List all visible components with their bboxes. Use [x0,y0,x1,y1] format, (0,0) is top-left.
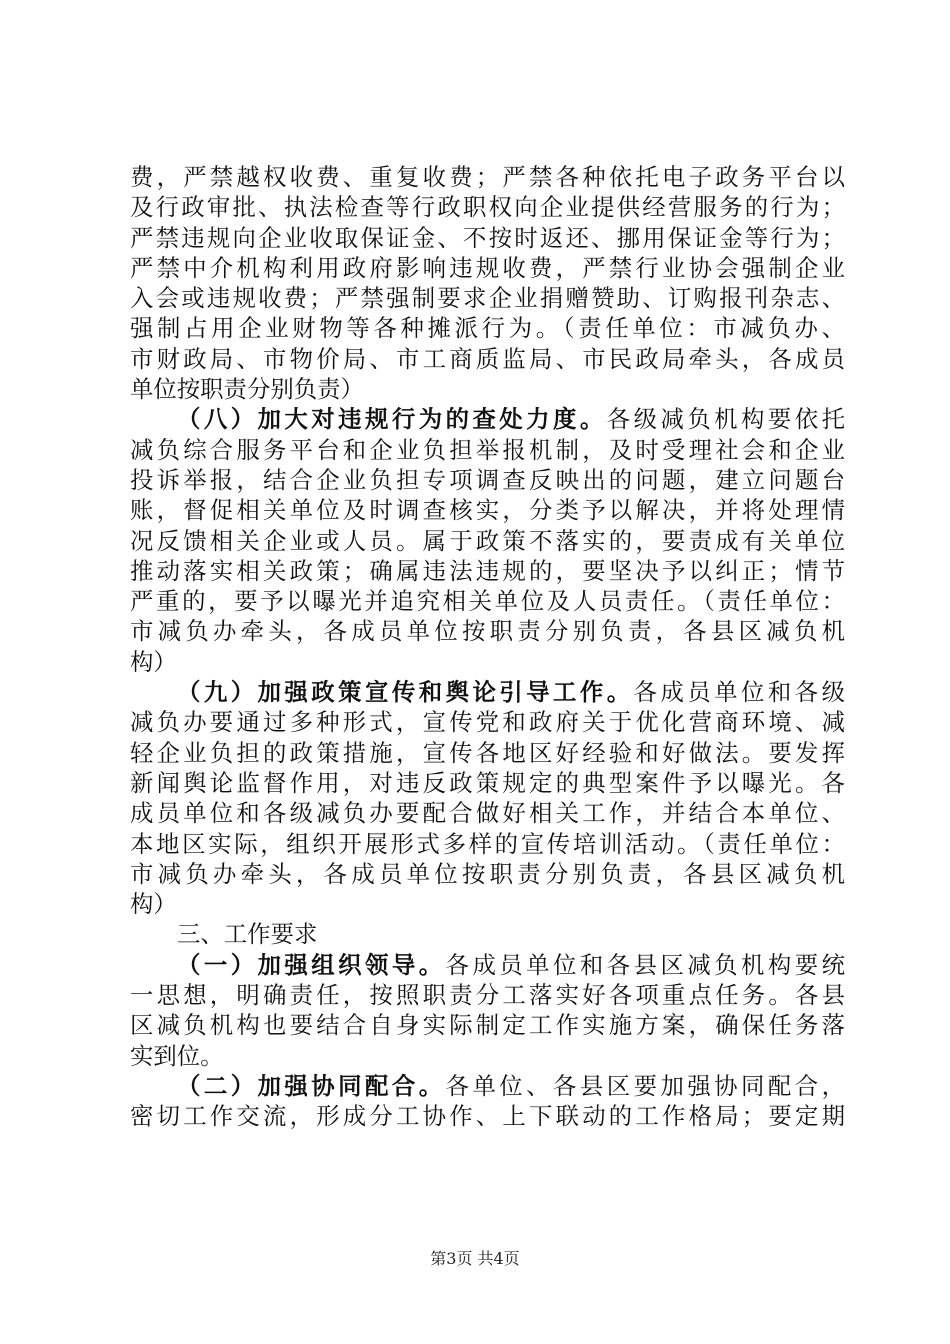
text-line: 单位按职责分别负责） [130,375,364,404]
text-line: 区减负机构也要结合自身实际制定工作实施方案，确保任务落 [130,1011,845,1040]
text-line: 严禁违规向企业收取保证金、不按时返还、挪用保证金等行为； [130,223,845,252]
text-line: 新闻舆论监督作用，对违反政策规定的典型案件予以曝光。各 [130,768,845,797]
text-line: 市减负办牵头，各成员单位按职责分别负责，各县区减负机 [130,859,845,888]
item-heading: （二）加强协同配合。 [177,1071,446,1100]
text-line: 减负办要通过多种形式，宣传党和政府关于优化营商环境、减 [130,708,845,737]
text-line: 构） [130,647,177,676]
paragraph-continuation [130,162,845,404]
paragraph-item-1 [130,950,845,1071]
page-footer [0,1246,950,1269]
paragraph-item-2 [130,1071,845,1132]
text-line: 实到位。 [130,1041,224,1070]
paragraph-first-line [130,1071,845,1101]
text-line: 减负综合服务平台和企业负担举报机制，及时受理社会和企业 [130,435,845,464]
text-line: 本地区实际，组织开展形式多样的宣传培训活动。（责任单位： [130,829,845,858]
text-line: 市减负办牵头，各成员单位按职责分别负责，各县区减负机 [130,617,845,646]
text-line: 轻企业负担的政策措施，宣传各地区好经验和好做法。要发挥 [130,738,845,767]
paragraph-first-line [130,677,845,707]
item-heading: （八）加大对违规行为的查处力度。 [177,405,607,434]
text-line: 费，严禁越权收费、重复收费；严禁各种依托电子政务平台以 [130,163,845,191]
section-heading [130,919,845,949]
section-title: 三、工作要求 [177,920,318,949]
paragraph-item-8 [130,404,845,677]
text-line: 市财政局、市物价局、市工商质监局、市民政局牵头，各成员 [130,344,845,373]
text-line: 构） [130,890,177,919]
page-number-label: 第3页 共4页 [430,1249,520,1268]
text-line: 及行政审批、执法检查等行政职权向企业提供经营服务的行为； [130,193,845,222]
text-run: 各级减负机构要依托 [606,405,846,434]
text-line: 账，督促相关单位及时调查核实，分类予以解决，并将处理情 [130,496,845,525]
text-line: 严重的，要予以曝光并追究相关单位及人员责任。（责任单位： [130,587,845,616]
document-body [130,162,845,1132]
text-line: 严禁中介机构利用政府影响违规收费，严禁行业协会强制企业 [130,253,845,282]
text-line: 强制占用企业财物等各种摊派行为。（责任单位：市减负办、 [130,314,845,343]
text-line: 入会或违规收费；严禁强制要求企业捐赠赞助、订购报刊杂志、 [130,284,845,313]
text-line: 密切工作交流，形成分工协作、上下联动的工作格局；要定期 [130,1102,845,1131]
item-heading: （一）加强组织领导。 [177,950,446,979]
text-run: 各单位、各县区要加强协同配合， [445,1071,846,1100]
item-heading: （九）加强政策宣传和舆论引导工作。 [177,678,634,707]
paragraph-first-line [130,950,845,980]
text-line: 况反馈相关企业或人员。属于政策不落实的，要责成有关单位 [130,526,845,555]
text-line: 一思想，明确责任，按照职责分工落实好各项重点任务。各县 [130,981,845,1010]
text-run: 各成员单位和各县区减负机构要统 [445,950,846,979]
paragraph-first-line [130,404,845,434]
text-run: 各成员单位和各级 [633,678,846,707]
paragraph-item-9 [130,677,845,919]
text-line: 推动落实相关政策；确属违法违规的，要坚决予以纠正；情节 [130,556,845,585]
text-line: 投诉举报，结合企业负担专项调查反映出的问题，建立问题台 [130,465,845,494]
text-line: 成员单位和各级减负办要配合做好相关工作，并结合本单位、 [130,799,845,828]
